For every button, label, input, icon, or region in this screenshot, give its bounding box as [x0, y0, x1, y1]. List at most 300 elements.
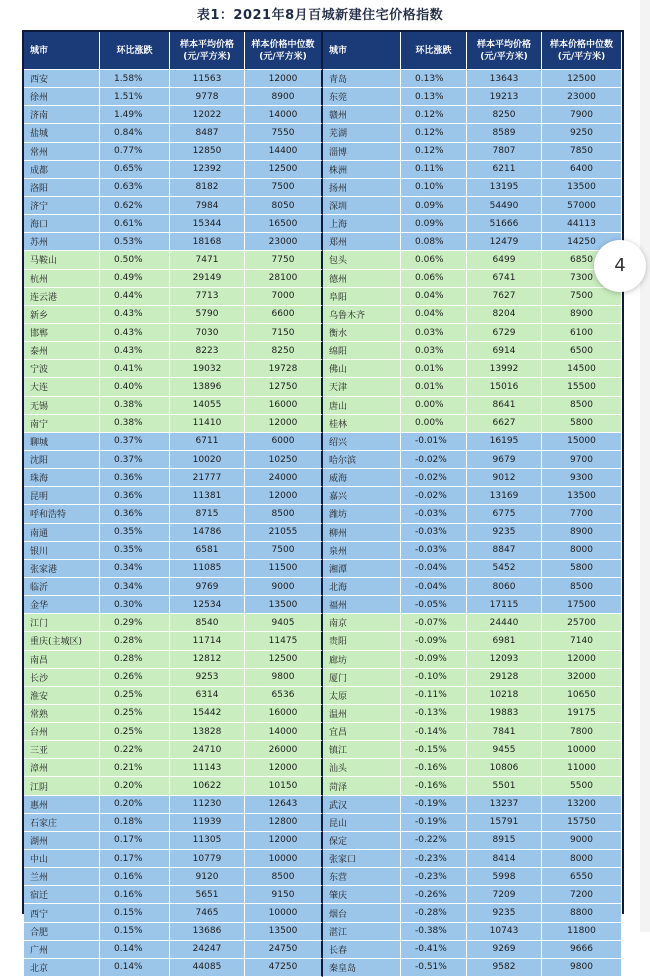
table-header-row: [24, 32, 622, 70]
cell-city: 重庆(主城区): [24, 632, 100, 650]
cell-median-price: 8900: [245, 88, 323, 106]
table-row: [24, 451, 622, 469]
cell-change: 0.06%: [401, 270, 467, 288]
cell-median-price: 11800: [542, 923, 622, 941]
table-row: [24, 124, 622, 142]
table-row: [24, 814, 622, 832]
cell-median-price: 28100: [245, 270, 323, 288]
cell-median-price: 10650: [542, 687, 622, 705]
table-row: [24, 215, 622, 233]
table-row: [24, 505, 622, 523]
cell-avg-price: 6627: [467, 415, 542, 433]
cell-city: 贵阳: [323, 632, 401, 650]
cell-city: 江门: [24, 614, 100, 632]
cell-city: 唐山: [323, 397, 401, 415]
cell-change: 0.00%: [401, 397, 467, 415]
cell-avg-price: 5501: [467, 777, 542, 795]
cell-city: 温州: [323, 705, 401, 723]
cell-city: 南宁: [24, 415, 100, 433]
cell-city: 兰州: [24, 868, 100, 886]
table-row: [24, 397, 622, 415]
cell-avg-price: 7984: [170, 197, 245, 215]
cell-change: 0.25%: [100, 687, 170, 705]
cell-median-price: 12000: [245, 832, 323, 850]
cell-avg-price: 7209: [467, 886, 542, 904]
cell-avg-price: 11939: [170, 814, 245, 832]
cell-median-price: 44113: [542, 215, 622, 233]
cell-median-price: 16000: [245, 397, 323, 415]
cell-city: 郑州: [323, 233, 401, 251]
cell-avg-price: 13643: [467, 70, 542, 88]
cell-change: 0.13%: [401, 70, 467, 88]
cell-city: 昆山: [323, 814, 401, 832]
cell-city: 包头: [323, 251, 401, 269]
cell-change: -0.23%: [401, 868, 467, 886]
cell-change: 0.04%: [401, 288, 467, 306]
cell-median-price: 8500: [245, 505, 323, 523]
cell-median-price: 12500: [542, 70, 622, 88]
cell-change: -0.01%: [401, 433, 467, 451]
cell-median-price: 9150: [245, 886, 323, 904]
cell-avg-price: 6729: [467, 324, 542, 342]
cell-change: 0.01%: [401, 360, 467, 378]
cell-avg-price: 51666: [467, 215, 542, 233]
header-avg-price: 样本平均价格 (元/平方米): [467, 32, 542, 70]
cell-city: 海口: [24, 215, 100, 233]
cell-change: 0.15%: [100, 904, 170, 922]
cell-avg-price: 8915: [467, 832, 542, 850]
cell-avg-price: 14786: [170, 524, 245, 542]
cell-change: 0.77%: [100, 143, 170, 161]
cell-median-price: 14400: [245, 143, 323, 161]
cell-change: 0.36%: [100, 487, 170, 505]
cell-city: 东莞: [323, 88, 401, 106]
cell-median-price: 12500: [245, 161, 323, 179]
cell-median-price: 7800: [542, 723, 622, 741]
cell-city: 石家庄: [24, 814, 100, 832]
cell-city: 北京: [24, 959, 100, 977]
cell-avg-price: 6914: [467, 342, 542, 360]
cell-city: 江阴: [24, 777, 100, 795]
cell-change: -0.09%: [401, 632, 467, 650]
cell-change: 0.12%: [401, 124, 467, 142]
cell-change: -0.03%: [401, 524, 467, 542]
cell-city: 福州: [323, 596, 401, 614]
cell-change: 0.53%: [100, 233, 170, 251]
cell-median-price: 8000: [542, 850, 622, 868]
cell-avg-price: 44085: [170, 959, 245, 977]
cell-median-price: 8900: [542, 306, 622, 324]
cell-city: 济南: [24, 106, 100, 124]
cell-avg-price: 5452: [467, 560, 542, 578]
price-index-table-frame: [22, 30, 624, 974]
cell-city: 张家口: [323, 850, 401, 868]
cell-change: -0.19%: [401, 814, 467, 832]
cell-avg-price: 10218: [467, 687, 542, 705]
cell-change: 0.38%: [100, 415, 170, 433]
cell-change: -0.26%: [401, 886, 467, 904]
cell-change: 1.58%: [100, 70, 170, 88]
cell-avg-price: 9120: [170, 868, 245, 886]
cell-median-price: 7300: [542, 270, 622, 288]
cell-avg-price: 16195: [467, 433, 542, 451]
table-title: 表1：2021年8月百城新建住宅价格指数: [196, 8, 444, 23]
cell-change: 0.09%: [401, 215, 467, 233]
cell-change: -0.05%: [401, 596, 467, 614]
cell-avg-price: 9253: [170, 669, 245, 687]
cell-change: 0.17%: [100, 832, 170, 850]
cell-city: 金华: [24, 596, 100, 614]
table-row: [24, 524, 622, 542]
cell-avg-price: 6499: [467, 251, 542, 269]
price-index-table: [24, 32, 622, 977]
cell-city: 镇江: [323, 741, 401, 759]
cell-change: 0.43%: [100, 306, 170, 324]
cell-city: 南通: [24, 524, 100, 542]
cell-city: 大连: [24, 378, 100, 396]
cell-median-price: 10000: [542, 741, 622, 759]
cell-change: 0.13%: [401, 88, 467, 106]
cell-change: 0.25%: [100, 723, 170, 741]
cell-change: -0.04%: [401, 578, 467, 596]
cell-change: 0.26%: [100, 669, 170, 687]
cell-city: 湘潭: [323, 560, 401, 578]
cell-median-price: 23000: [542, 88, 622, 106]
cell-change: 0.22%: [100, 741, 170, 759]
table-row: [24, 796, 622, 814]
cell-median-price: 12800: [245, 814, 323, 832]
cell-median-price: 6850: [542, 251, 622, 269]
table-row: [24, 886, 622, 904]
cell-change: -0.03%: [401, 505, 467, 523]
cell-city: 上海: [323, 215, 401, 233]
cell-change: 0.37%: [100, 433, 170, 451]
cell-avg-price: 9235: [467, 904, 542, 922]
cell-median-price: 7750: [245, 251, 323, 269]
cell-change: 0.14%: [100, 941, 170, 959]
cell-avg-price: 11410: [170, 415, 245, 433]
cell-avg-price: 13195: [467, 179, 542, 197]
cell-city: 宁波: [24, 360, 100, 378]
cell-change: 0.16%: [100, 868, 170, 886]
cell-median-price: 14000: [245, 723, 323, 741]
cell-change: -0.16%: [401, 777, 467, 795]
cell-avg-price: 24710: [170, 741, 245, 759]
cell-median-price: 5800: [542, 415, 622, 433]
cell-city: 赣州: [323, 106, 401, 124]
cell-avg-price: 6775: [467, 505, 542, 523]
cell-change: 1.49%: [100, 106, 170, 124]
cell-avg-price: 13992: [467, 360, 542, 378]
cell-change: -0.16%: [401, 759, 467, 777]
cell-avg-price: 8182: [170, 179, 245, 197]
cell-median-price: 7900: [542, 106, 622, 124]
cell-city: 新乡: [24, 306, 100, 324]
table-row: [24, 469, 622, 487]
cell-avg-price: 8540: [170, 614, 245, 632]
cell-avg-price: 6711: [170, 433, 245, 451]
table-row: [24, 777, 622, 795]
cell-avg-price: 8250: [467, 106, 542, 124]
cell-city: 潍坊: [323, 505, 401, 523]
cell-avg-price: 8641: [467, 397, 542, 415]
table-row: [24, 251, 622, 269]
cell-change: -0.07%: [401, 614, 467, 632]
cell-change: 0.08%: [401, 233, 467, 251]
cell-city: 肇庆: [323, 886, 401, 904]
header-change: 环比涨跌: [100, 32, 170, 70]
cell-city: 柳州: [323, 524, 401, 542]
cell-change: 0.00%: [401, 415, 467, 433]
cell-change: 0.10%: [401, 179, 467, 197]
cell-median-price: 9800: [245, 669, 323, 687]
table-row: [24, 542, 622, 560]
cell-avg-price: 54490: [467, 197, 542, 215]
cell-avg-price: 13828: [170, 723, 245, 741]
cell-avg-price: 5998: [467, 868, 542, 886]
cell-avg-price: 17115: [467, 596, 542, 614]
cell-change: 0.84%: [100, 124, 170, 142]
page-number-badge[interactable]: 4: [594, 240, 646, 292]
cell-city: 乌鲁木齐: [323, 306, 401, 324]
cell-median-price: 10000: [245, 850, 323, 868]
table-row: [24, 759, 622, 777]
cell-median-price: 9800: [542, 959, 622, 977]
cell-avg-price: 21777: [170, 469, 245, 487]
cell-median-price: 8250: [245, 342, 323, 360]
cell-median-price: 14000: [245, 106, 323, 124]
cell-median-price: 32000: [542, 669, 622, 687]
cell-city: 太原: [323, 687, 401, 705]
cell-avg-price: 12534: [170, 596, 245, 614]
cell-avg-price: 7841: [467, 723, 542, 741]
cell-median-price: 8000: [542, 542, 622, 560]
cell-city: 淮安: [24, 687, 100, 705]
table-row: [24, 868, 622, 886]
cell-city: 南昌: [24, 651, 100, 669]
cell-avg-price: 6211: [467, 161, 542, 179]
cell-avg-price: 6581: [170, 542, 245, 560]
cell-avg-price: 8060: [467, 578, 542, 596]
cell-avg-price: 6981: [467, 632, 542, 650]
cell-median-price: 7140: [542, 632, 622, 650]
cell-avg-price: 7627: [467, 288, 542, 306]
cell-city: 盐城: [24, 124, 100, 142]
cell-avg-price: 7471: [170, 251, 245, 269]
cell-avg-price: 9769: [170, 578, 245, 596]
cell-avg-price: 6314: [170, 687, 245, 705]
cell-median-price: 19728: [245, 360, 323, 378]
cell-city: 济宁: [24, 197, 100, 215]
cell-change: 0.38%: [100, 397, 170, 415]
cell-avg-price: 7465: [170, 904, 245, 922]
header-city: 城市: [24, 32, 100, 70]
cell-avg-price: 13686: [170, 923, 245, 941]
cell-city: 成都: [24, 161, 100, 179]
cell-avg-price: 24247: [170, 941, 245, 959]
cell-median-price: 9300: [542, 469, 622, 487]
cell-median-price: 7550: [245, 124, 323, 142]
cell-city: 聊城: [24, 433, 100, 451]
cell-median-price: 10250: [245, 451, 323, 469]
cell-median-price: 15000: [542, 433, 622, 451]
cell-city: 泉州: [323, 542, 401, 560]
cell-avg-price: 19032: [170, 360, 245, 378]
cell-avg-price: 24440: [467, 614, 542, 632]
cell-city: 宜昌: [323, 723, 401, 741]
cell-median-price: 21055: [245, 524, 323, 542]
cell-avg-price: 5651: [170, 886, 245, 904]
cell-median-price: 6550: [542, 868, 622, 886]
cell-change: -0.02%: [401, 487, 467, 505]
cell-avg-price: 9582: [467, 959, 542, 977]
header-change: 环比涨跌: [401, 32, 467, 70]
cell-median-price: 13500: [245, 923, 323, 941]
cell-median-price: 12000: [245, 70, 323, 88]
cell-median-price: 13200: [542, 796, 622, 814]
cell-city: 昆明: [24, 487, 100, 505]
cell-city: 广州: [24, 941, 100, 959]
cell-city: 南京: [323, 614, 401, 632]
table-row: [24, 270, 622, 288]
cell-change: -0.02%: [401, 469, 467, 487]
table-row: [24, 233, 622, 251]
cell-median-price: 12000: [542, 651, 622, 669]
table-row: [24, 596, 622, 614]
cell-avg-price: 8847: [467, 542, 542, 560]
cell-city: 芜湖: [323, 124, 401, 142]
cell-median-price: 13500: [542, 487, 622, 505]
cell-change: 0.44%: [100, 288, 170, 306]
cell-median-price: 9666: [542, 941, 622, 959]
cell-median-price: 14500: [542, 360, 622, 378]
cell-median-price: 12643: [245, 796, 323, 814]
table-row: [24, 614, 622, 632]
cell-avg-price: 5790: [170, 306, 245, 324]
cell-city: 佛山: [323, 360, 401, 378]
cell-change: -0.03%: [401, 542, 467, 560]
cell-change: -0.13%: [401, 705, 467, 723]
table-row: [24, 959, 622, 977]
cell-avg-price: 13896: [170, 378, 245, 396]
cell-city: 阜阳: [323, 288, 401, 306]
cell-median-price: 9405: [245, 614, 323, 632]
cell-city: 长春: [323, 941, 401, 959]
cell-city: 杭州: [24, 270, 100, 288]
cell-change: 0.34%: [100, 578, 170, 596]
cell-change: 0.12%: [401, 106, 467, 124]
cell-median-price: 15500: [542, 378, 622, 396]
cell-city: 宿迁: [24, 886, 100, 904]
cell-avg-price: 7807: [467, 143, 542, 161]
cell-change: 0.12%: [401, 143, 467, 161]
cell-change: 0.49%: [100, 270, 170, 288]
table-row: [24, 904, 622, 922]
cell-avg-price: 11714: [170, 632, 245, 650]
cell-city: 呼和浩特: [24, 505, 100, 523]
table-row: [24, 161, 622, 179]
cell-change: 0.15%: [100, 923, 170, 941]
cell-city: 天津: [323, 378, 401, 396]
table-row: [24, 850, 622, 868]
table-row: [24, 342, 622, 360]
cell-median-price: 11000: [542, 759, 622, 777]
cell-avg-price: 12022: [170, 106, 245, 124]
cell-median-price: 16000: [245, 705, 323, 723]
cell-change: 1.51%: [100, 88, 170, 106]
cell-change: 0.03%: [401, 324, 467, 342]
cell-change: 0.50%: [100, 251, 170, 269]
cell-change: 0.20%: [100, 796, 170, 814]
cell-change: 0.11%: [401, 161, 467, 179]
cell-median-price: 9000: [245, 578, 323, 596]
cell-avg-price: 18168: [170, 233, 245, 251]
cell-city: 连云港: [24, 288, 100, 306]
cell-median-price: 9000: [542, 832, 622, 850]
cell-median-price: 8900: [542, 524, 622, 542]
table-row: [24, 487, 622, 505]
cell-change: -0.04%: [401, 560, 467, 578]
table-row: [24, 360, 622, 378]
cell-city: 临沂: [24, 578, 100, 596]
cell-median-price: 9700: [542, 451, 622, 469]
cell-median-price: 8500: [542, 397, 622, 415]
cell-avg-price: 12812: [170, 651, 245, 669]
cell-median-price: 19175: [542, 705, 622, 723]
cell-change: -0.51%: [401, 959, 467, 977]
cell-change: -0.23%: [401, 850, 467, 868]
cell-median-price: 24000: [245, 469, 323, 487]
cell-change: 0.41%: [100, 360, 170, 378]
header-median-price: 样本价格中位数 (元/平方米): [542, 32, 622, 70]
cell-median-price: 12000: [245, 415, 323, 433]
cell-median-price: 12000: [245, 487, 323, 505]
table-row: [24, 651, 622, 669]
cell-avg-price: 8589: [467, 124, 542, 142]
cell-change: 0.29%: [100, 614, 170, 632]
page-edge: [640, 0, 650, 932]
cell-city: 株洲: [323, 161, 401, 179]
cell-median-price: 7700: [542, 505, 622, 523]
cell-change: 0.04%: [401, 306, 467, 324]
cell-city: 威海: [323, 469, 401, 487]
cell-change: 0.20%: [100, 777, 170, 795]
table-row: [24, 415, 622, 433]
cell-city: 常州: [24, 143, 100, 161]
cell-change: 0.65%: [100, 161, 170, 179]
cell-avg-price: 19213: [467, 88, 542, 106]
cell-city: 常熟: [24, 705, 100, 723]
cell-change: -0.10%: [401, 669, 467, 687]
table-row: [24, 179, 622, 197]
cell-median-price: 6600: [245, 306, 323, 324]
cell-city: 衡水: [323, 324, 401, 342]
cell-avg-price: 6741: [467, 270, 542, 288]
cell-avg-price: 9679: [467, 451, 542, 469]
cell-avg-price: 10743: [467, 923, 542, 941]
cell-avg-price: 29128: [467, 669, 542, 687]
cell-city: 德州: [323, 270, 401, 288]
cell-change: -0.28%: [401, 904, 467, 922]
cell-median-price: 47250: [245, 959, 323, 977]
cell-avg-price: 8487: [170, 124, 245, 142]
cell-median-price: 13500: [245, 596, 323, 614]
cell-city: 东营: [323, 868, 401, 886]
table-row: [24, 723, 622, 741]
cell-city: 湖州: [24, 832, 100, 850]
cell-change: 0.30%: [100, 596, 170, 614]
cell-median-price: 5800: [542, 560, 622, 578]
